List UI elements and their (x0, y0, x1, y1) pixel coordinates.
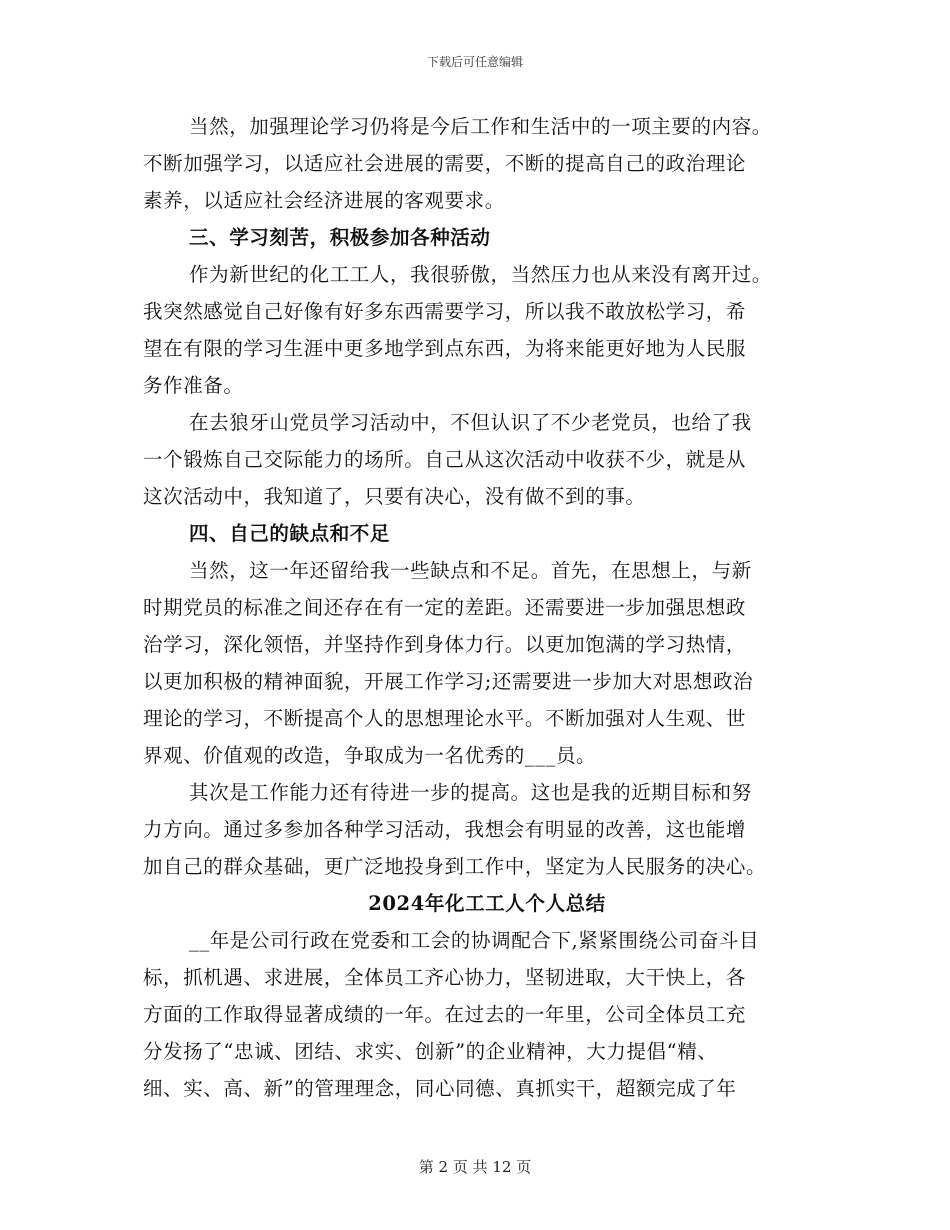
paragraph-line: 当然，这一年还留给我一些缺点和不足。首先，在思想上，与新 (189, 559, 752, 582)
paragraph-line: 力方向。通过多参加各种学习活动，我想会有明显的改善，这也能增 (143, 818, 747, 841)
page-header: 下载后可任意编辑 (426, 55, 523, 69)
paragraph-line: 在去狼牙山党员学习活动中，不但认识了不少老党员，也给了我 (189, 411, 752, 434)
paragraph-line: 方面的工作取得显著成绩的一年。在过去的一年里，公司全体员工充 (143, 1003, 747, 1026)
paragraph-line: 素养，以适应社会经济进展的客观要求。 (143, 189, 505, 212)
paragraph-line: 作为新世纪的化工工人，我很骄傲，当然压力也从来没有离开过。 (189, 263, 772, 286)
paragraph-line: 当然，加强理论学习仍将是今后工作和生活中的一项主要的内容。 (189, 115, 772, 138)
paragraph-line: 界观、价值观的改造，争取成为一名优秀的___员。 (143, 744, 597, 767)
paragraph-line: 加自己的群众基础，更广泛地投身到工作中，坚定为人民服务的决心。 (143, 855, 767, 878)
document-body (143, 108, 811, 1107)
paragraph-line: 治学习，深化领悟，并坚持作到身体力行。以更加饱满的学习热情， (143, 633, 747, 656)
paragraph-line: 一个锻炼自己交际能力的场所。自己从这次活动中收获不少，就是从 (143, 448, 747, 471)
paragraph-line: 理论的学习，不断提高个人的思想理论水平。不断加强对人生观、世 (143, 707, 747, 730)
paragraph-line: __年是公司行政在党委和工会的协调配合下,紧紧围绕公司奋斗目 (189, 929, 760, 952)
section-heading: 四、自己的缺点和不足 (189, 522, 391, 545)
paragraph-line: 细、实、高、新”的管理理念，同心同德、真抓实干，超额完成了年 (143, 1077, 737, 1100)
paragraph-line: 这次活动中，我知道了，只要有决心，没有做不到的事。 (143, 485, 646, 508)
paragraph-line: 其次是工作能力还有待进一步的提高。这也是我的近期目标和努 (189, 781, 752, 804)
paragraph-line: 时期党员的标准之间还存在有一定的差距。还需要进一步加强思想政 (143, 596, 747, 619)
section-heading: 三、学习刻苦，积极参加各种活动 (189, 226, 491, 249)
paragraph-line: 标，抓机遇、求进展，全体员工齐心协力，坚韧进取，大干快上，各 (143, 966, 747, 989)
paragraph-line: 分发扬了“忠诚、团结、求实、创新”的企业精神，大力提倡“精、 (143, 1040, 718, 1063)
page-footer: 第 2 页 共 12 页 (418, 1158, 532, 1176)
paragraph-line: 我突然感觉自己好像有好多东西需要学习，所以我不敢放松学习，希 (143, 300, 747, 323)
paragraph-line: 务作准备。 (143, 374, 244, 397)
paragraph-line: 望在有限的学习生涯中更多地学到点东西，为将来能更好地为人民服 (143, 337, 747, 360)
document-title: 2024年化工工人个人总结 (368, 892, 606, 915)
paragraph-line: 以更加积极的精神面貌，开展工作学习;还需要进一步加大对思想政治 (143, 670, 754, 693)
paragraph-line: 不断加强学习，以适应社会进展的需要，不断的提高自己的政治理论 (143, 152, 747, 175)
